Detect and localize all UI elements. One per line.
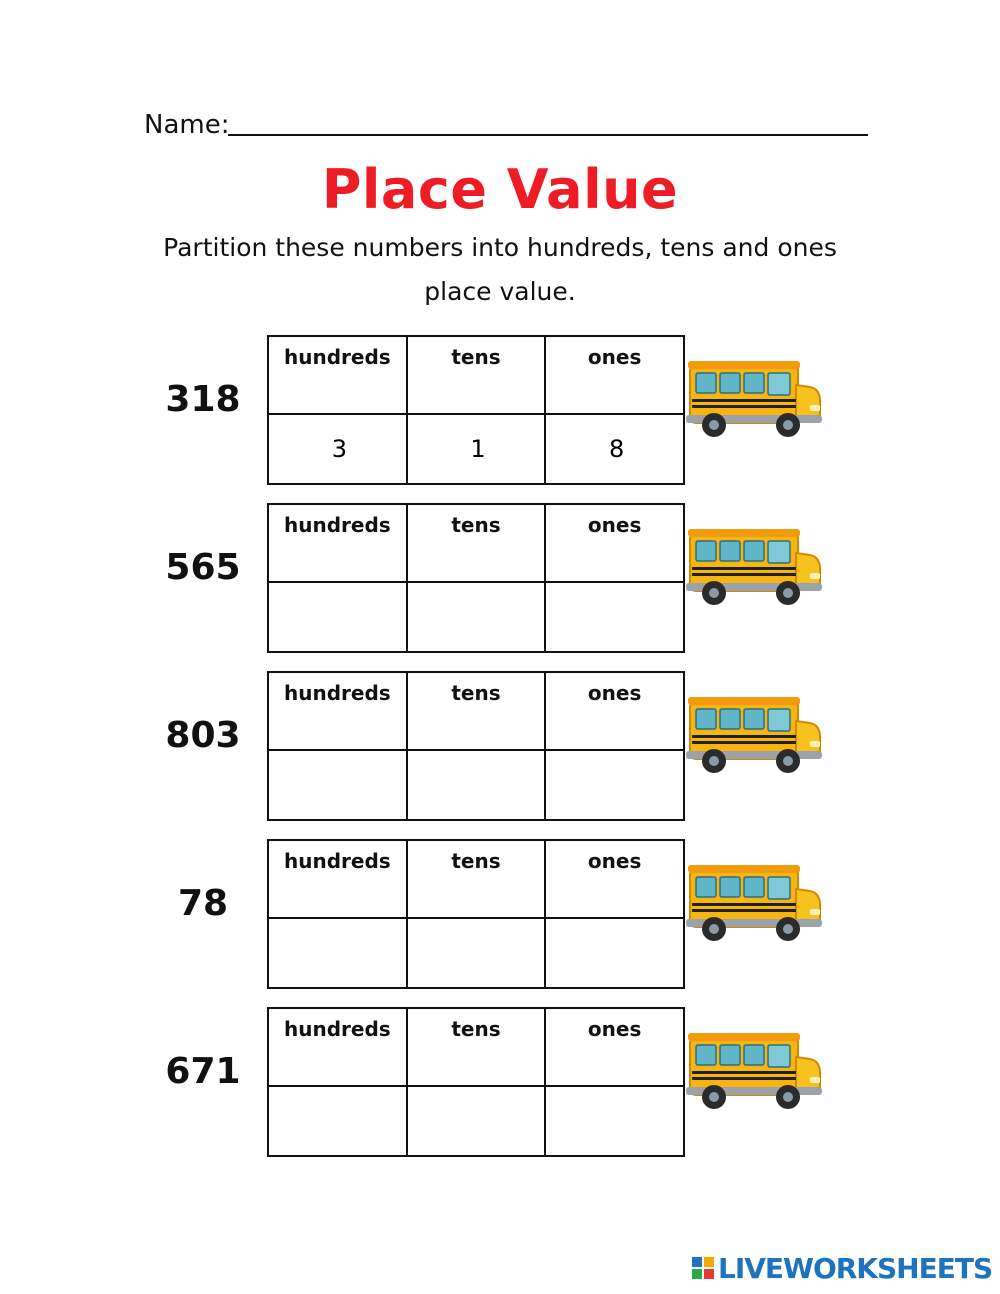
ones-input[interactable]: [546, 919, 687, 987]
header-ones: ones: [545, 504, 684, 582]
school-bus-icon: [684, 525, 826, 611]
hundreds-cell: [268, 750, 407, 820]
tens-input[interactable]: [408, 583, 549, 651]
liveworksheets-logo-icon: [692, 1257, 714, 1279]
header-hundreds: hundreds: [268, 504, 407, 582]
place-value-row: [0, 503, 1000, 643]
tens-cell: [407, 582, 546, 652]
ones-input[interactable]: [546, 415, 687, 483]
hundreds-cell: [268, 414, 407, 484]
header-tens: tens: [407, 672, 546, 750]
place-value-table: [267, 671, 685, 821]
ones-input[interactable]: [546, 1087, 687, 1155]
header-hundreds: hundreds: [268, 840, 407, 918]
school-bus-icon: [684, 1029, 826, 1115]
row-number: 565: [165, 547, 241, 588]
place-value-table: [267, 1007, 685, 1157]
tens-input[interactable]: [408, 919, 549, 987]
hundreds-cell: [268, 1086, 407, 1156]
footer-brand: [692, 1252, 992, 1284]
row-number: 803: [165, 715, 241, 756]
row-number: 318: [165, 379, 241, 420]
name-input[interactable]: [228, 108, 868, 136]
header-tens: tens: [407, 840, 546, 918]
ones-cell: [545, 582, 684, 652]
hundreds-input[interactable]: [269, 751, 410, 819]
ones-cell: [545, 414, 684, 484]
header-ones: ones: [545, 336, 684, 414]
header-ones: ones: [545, 840, 684, 918]
header-ones: ones: [545, 672, 684, 750]
row-number: 671: [165, 1051, 241, 1092]
ones-cell: [545, 750, 684, 820]
ones-cell: [545, 1086, 684, 1156]
school-bus-icon: [684, 693, 826, 779]
header-hundreds: hundreds: [268, 1008, 407, 1086]
header-hundreds: hundreds: [268, 336, 407, 414]
hundreds-input[interactable]: [269, 1087, 410, 1155]
header-hundreds: hundreds: [268, 672, 407, 750]
place-value-row: [0, 1007, 1000, 1147]
hundreds-input[interactable]: [269, 919, 410, 987]
header-tens: tens: [407, 504, 546, 582]
school-bus-icon: [684, 861, 826, 947]
tens-cell: [407, 414, 546, 484]
school-bus-icon: [684, 357, 826, 443]
hundreds-input[interactable]: [269, 415, 410, 483]
row-number: 78: [177, 883, 229, 924]
place-value-table: [267, 503, 685, 653]
tens-cell: [407, 750, 546, 820]
tens-cell: [407, 1086, 546, 1156]
tens-input[interactable]: [408, 751, 549, 819]
tens-input[interactable]: [408, 415, 549, 483]
hundreds-cell: [268, 582, 407, 652]
tens-cell: [407, 918, 546, 988]
place-value-table: [267, 335, 685, 485]
name-label: Name:: [144, 110, 230, 140]
place-value-table: [267, 839, 685, 989]
header-ones: ones: [545, 1008, 684, 1086]
hundreds-input[interactable]: [269, 583, 410, 651]
instructions: [140, 226, 860, 314]
hundreds-cell: [268, 918, 407, 988]
name-row: [144, 108, 868, 140]
place-value-row: [0, 335, 1000, 475]
header-tens: tens: [407, 1008, 546, 1086]
instructions-line-1: Partition these numbers into hundreds, tens and ones: [163, 233, 837, 262]
place-value-row: [0, 671, 1000, 811]
tens-input[interactable]: [408, 1087, 549, 1155]
ones-cell: [545, 918, 684, 988]
page-title: Place Value: [321, 158, 679, 221]
ones-input[interactable]: [546, 583, 687, 651]
place-value-row: [0, 839, 1000, 979]
instructions-line-2: place value.: [424, 277, 576, 306]
brand-text: LIVEWORKSHEETS: [718, 1252, 993, 1285]
ones-input[interactable]: [546, 751, 687, 819]
header-tens: tens: [407, 336, 546, 414]
